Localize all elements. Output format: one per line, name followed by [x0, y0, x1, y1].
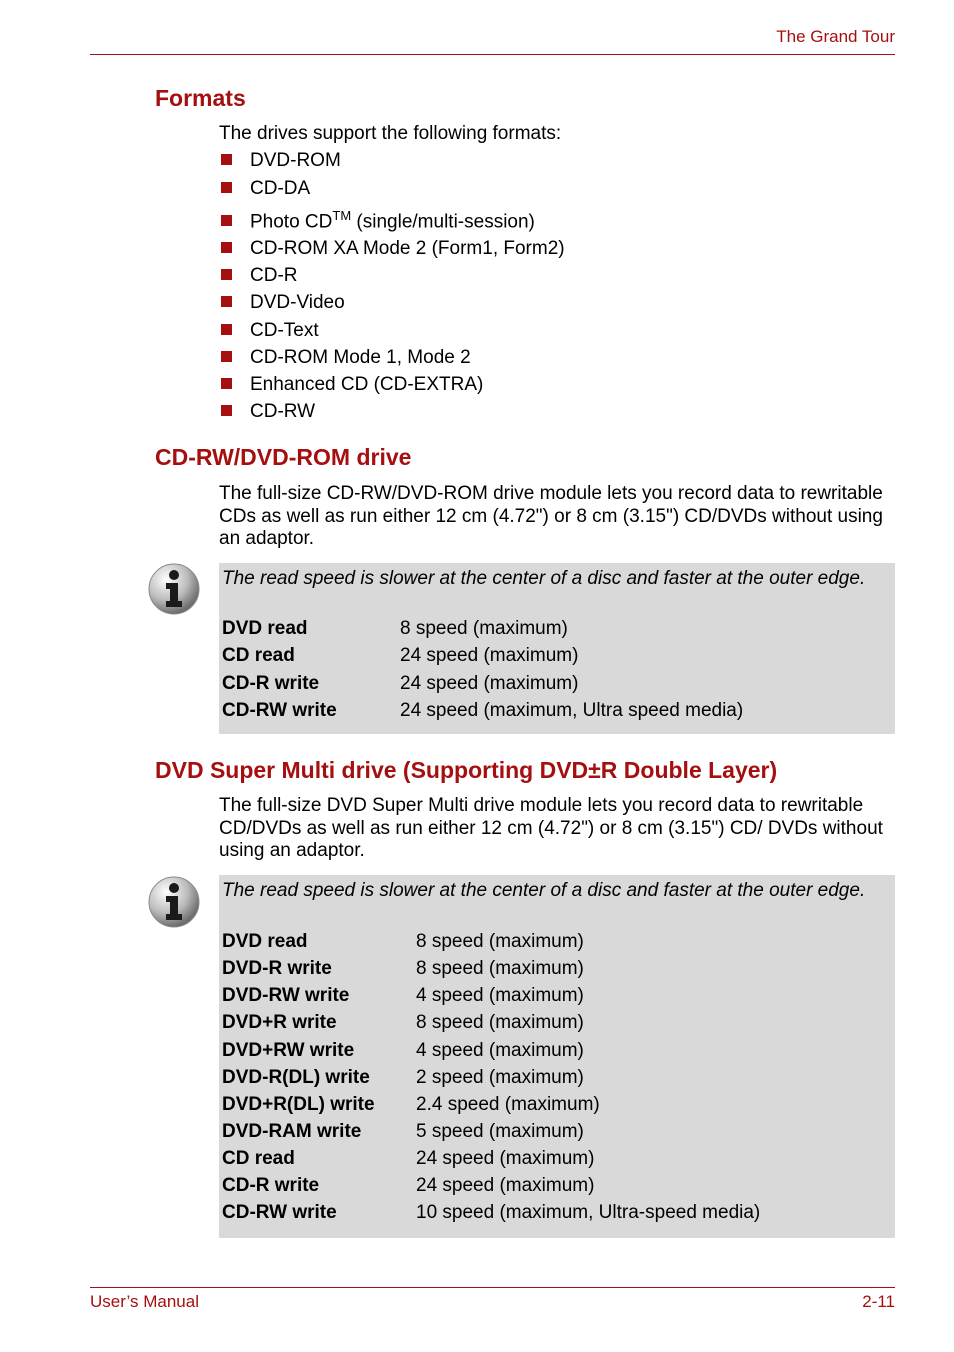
cdrw-note-text: The read speed is slower at the center of a disc and faster at the outer edge.: [222, 568, 866, 589]
list-item: CD-DA: [221, 178, 310, 200]
list-item: CD-RW: [221, 401, 315, 423]
bullet-icon: [221, 351, 232, 362]
multi-note-text: The read speed is slower at the center of a disc and faster at the outer edge.: [222, 880, 866, 901]
bullet-icon: [221, 269, 232, 280]
bullet-icon: [221, 405, 232, 416]
cdrw-note-box: The read speed is slower at the center of a disc and faster at the outer edge. DVD read 8 speed (maximum) CD read 24 speed (maximum) CD-R write 24 speed (maximum) CD-RW write 24 speed (maximum, Ultra speed media): [219, 563, 895, 734]
cdrw-heading: CD-RW/DVD-ROM drive: [155, 444, 412, 470]
header-rule: [90, 54, 895, 55]
list-item: DVD-ROM: [221, 150, 341, 172]
multi-note-box: The read speed is slower at the center of a disc and faster at the outer edge. DVD read 8 speed (maximum) DVD-R write 8 speed (maximum) DVD-RW write 4 speed (maximum) DVD+R write 8 speed (maximum) DVD+RW write 4 speed (maximum) DVD-R(DL) write 2 speed (maximum) DVD+R(DL) write 2.4 speed (maximum) DVD-RAM write 5 speed (maximum) CD read 24 speed (maximum) CD-R write 24 speed (maximum) CD-RW write 10 speed (maximum, Ultra-speed media): [219, 875, 895, 1238]
footer-page-number: 2-11: [862, 1292, 895, 1311]
bullet-icon: [221, 182, 232, 193]
list-item: CD-ROM XA Mode 2 (Form1, Form2): [221, 238, 565, 260]
formats-intro: The drives support the following formats:: [219, 123, 562, 144]
footer-manual-title: User’s Manual: [90, 1292, 199, 1311]
bullet-icon: [221, 378, 232, 389]
list-item: CD-Text: [221, 320, 319, 342]
formats-heading: Formats: [155, 85, 246, 111]
info-icon: [148, 563, 200, 615]
multi-body: The full-size DVD Super Multi drive module lets you record data to rewritable CD/DVDs as well as run either 12 cm (4.72") or 8 cm (3.15") CD/ DVDs without using an adaptor.: [219, 795, 883, 861]
list-item: DVD-Video: [221, 292, 345, 314]
list-item: CD-ROM Mode 1, Mode 2: [221, 347, 471, 369]
running-header-title: The Grand Tour: [776, 27, 895, 46]
info-icon: [148, 876, 200, 928]
list-item: Enhanced CD (CD-EXTRA): [221, 374, 483, 396]
bullet-icon: [221, 242, 232, 253]
list-item: CD-R: [221, 265, 298, 287]
bullet-icon: [221, 324, 232, 335]
bullet-icon: [221, 154, 232, 165]
bullet-icon: [221, 296, 232, 307]
multi-heading: DVD Super Multi drive (Supporting DVD±R Double Layer): [155, 757, 778, 783]
footer-rule: [90, 1287, 895, 1288]
list-item: Photo CD™ (single/multi-session): [221, 208, 535, 233]
cdrw-body: The full-size CD-RW/DVD-ROM drive module lets you record data to rewritable CDs as well as run either 12 cm (4.72") or 8 cm (3.15") CD/DVDs without using an adaptor.: [219, 483, 883, 549]
bullet-icon: [221, 215, 232, 226]
